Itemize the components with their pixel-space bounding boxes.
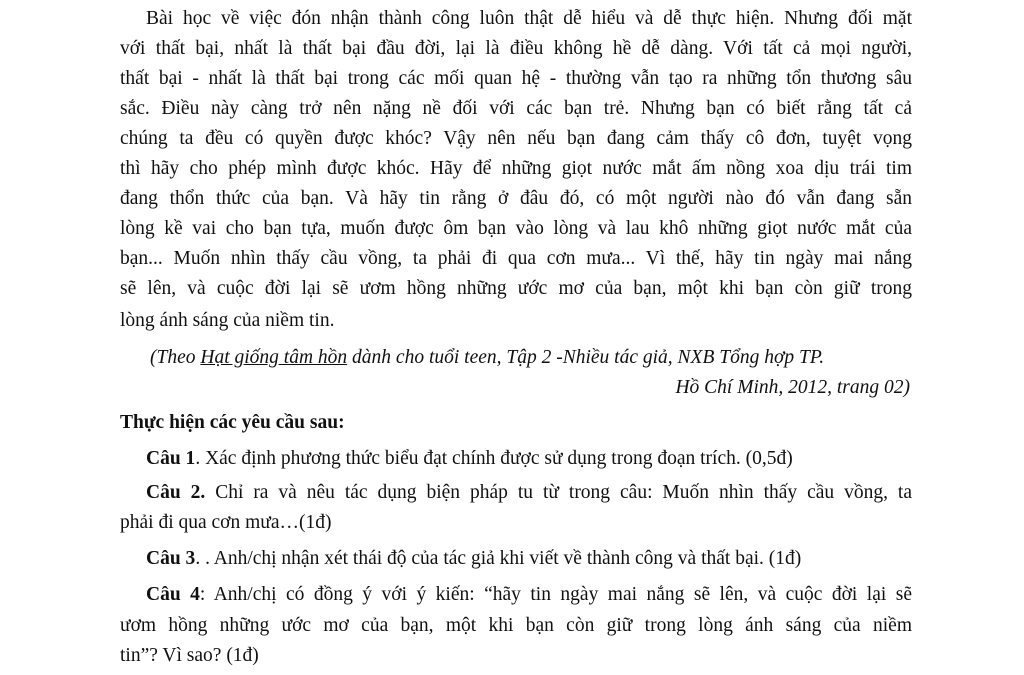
passage-line: Bài học về việc đón nhận thành công luôn thật dễ hiểu và dễ thực hiện. Nhưng đối mặt [146, 8, 912, 29]
question-4-label: Câu 4 [146, 584, 200, 605]
question-2-label: Câu 2. [146, 482, 206, 503]
citation-line-1 [150, 343, 824, 373]
question-4-text: : Anh/chị có đồng ý với ý kiến: “hãy tin ngày mai nắng sẽ lên, và cuộc đời lại sẽ [199, 584, 912, 605]
citation-line-2: Hồ Chí Minh, 2012, trang 02) [675, 377, 910, 398]
passage-line: lòng kề vai cho bạn tựa, muốn được ôm bạn vào lòng và lau khô những giọt nước mắt của [120, 218, 912, 239]
passage-line: bạn... Muốn nhìn thấy cầu vồng, ta phải đi qua cơn mưa... Vì thế, hãy tin ngày mai nắng [120, 248, 912, 269]
question-1 [146, 444, 793, 474]
passage-line: sẽ lên, và cuộc đời lại sẽ ươm hồng những ước mơ của bạn, một khi bạn còn giữ trong [120, 278, 912, 299]
question-1-text: . Xác định phương thức biểu đạt chính được sử dụng trong đoạn trích. (0,5đ) [195, 448, 793, 469]
passage-line: lòng ánh sáng của niềm tin. [120, 310, 335, 331]
citation-prefix: (Theo [150, 347, 201, 368]
question-4-line-2: ươm hồng những ước mơ của bạn, một khi bạn còn giữ trong lòng ánh sáng của niềm [120, 615, 912, 636]
question-3-label: Câu 3 [146, 548, 196, 569]
question-3 [146, 544, 801, 574]
passage-line: chúng ta đều có quyền được khóc? Vậy nên nếu bạn đang cảm thấy cô đơn, tuyệt vọng [120, 128, 912, 149]
question-2-line-1 [146, 478, 912, 508]
question-2-line-2: phải đi qua cơn mưa…(1đ) [120, 512, 332, 533]
requirements-heading: Thực hiện các yêu cầu sau: [120, 412, 345, 433]
passage-line: thì hãy cho phép mình được khóc. Hãy để những giọt nước mắt ấm nồng xoa dịu trái tim [120, 158, 912, 179]
passage-line: thất bại - nhất là thất bại trong các mối quan hệ - thường vẫn tạo ra những tổn thương sâu [120, 68, 912, 89]
passage-line: đang thổn thức của bạn. Và hãy tin rằng ở đâu đó, có một người nào đó vẫn đang sẵn [120, 188, 912, 209]
passage-line: với thất bại, nhất là thất bại đầu đời, lại là điều không hề dễ dàng. Với tất cả mọi người, [120, 38, 912, 59]
question-1-label: Câu 1 [146, 448, 196, 469]
citation-suffix: dành cho tuổi teen, Tập 2 -Nhiều tác giả, NXB Tổng hợp TP. [347, 347, 825, 368]
book-title: Hạt giống tâm hồn [200, 347, 348, 368]
question-2-text: Chỉ ra và nêu tác dụng biện pháp tu từ trong câu: Muốn nhìn thấy cầu vồng, ta [205, 482, 912, 503]
question-4-line-3: tin”? Vì sao? (1đ) [120, 645, 259, 666]
passage-line: sắc. Điều này càng trở nên nặng nề đối với các bạn trẻ. Nhưng bạn có biết rằng tất cả [120, 98, 912, 119]
question-3-text: . . Anh/chị nhận xét thái độ của tác giả khi viết về thành công và thất bại. (1đ) [195, 548, 802, 569]
question-4-line-1 [146, 580, 912, 610]
